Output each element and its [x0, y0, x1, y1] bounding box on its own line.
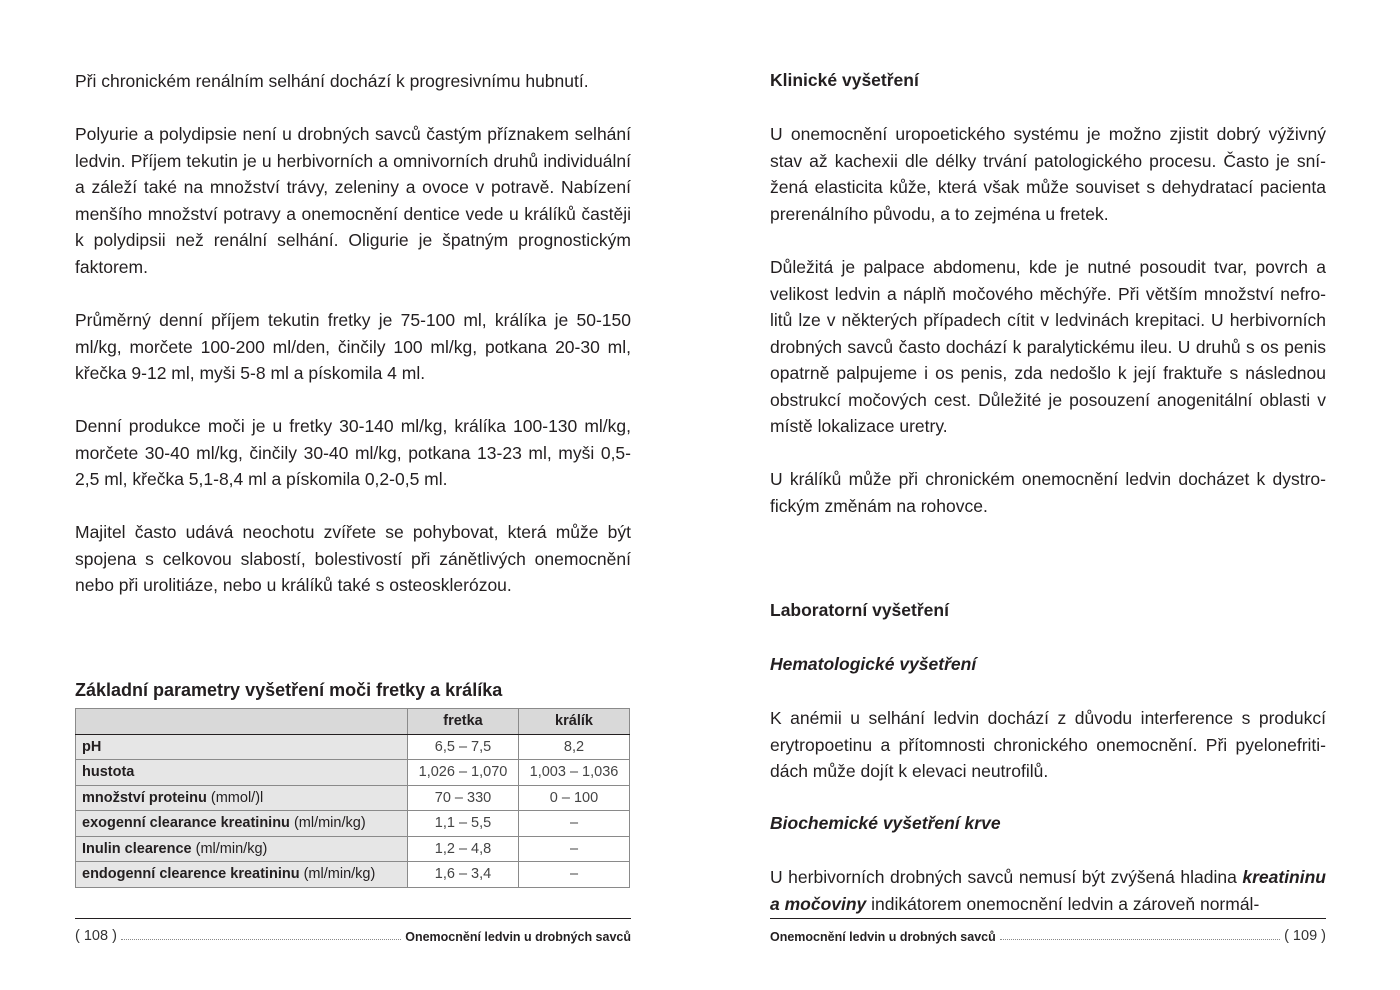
param-cell — [76, 785, 408, 811]
page-number: ( 109 ) — [1284, 928, 1326, 944]
heading-lab-exam: Laboratorní vyšetření — [770, 600, 949, 620]
paragraph-nutrition-state: U onemocnění uropoetického systému je možno zjistit dobrý výživný stav až kachexii dle délky trvání patologického procesu. Často je snížená elasticita kůže, která však může souviset s dehydratací pacienta prerenálního původu, a to zejména u fretek. — [770, 124, 1326, 224]
param-name: exogenní clearance kreatininu — [82, 815, 290, 832]
header-corner — [76, 709, 408, 735]
param-unit: (mmol/)l — [206, 789, 264, 806]
paragraph-fluid-intake: Průměrný denní příjem tekutin fretky je 75-100 ml, králíka je 50-150 ml/kg, morčete 100-200 ml/den, činčily 100 ml/kg, potkana 20-30 ml, křečka 9-12 ml, myši 5-8 ml a pískomila 4 ml. — [75, 310, 631, 383]
value-kralik: – — [519, 862, 630, 888]
param-unit: (ml/min/kg) — [299, 866, 376, 883]
param-cell — [76, 862, 408, 888]
value-kralik: – — [519, 811, 630, 837]
value-kralik: – — [519, 836, 630, 862]
table-row — [76, 862, 630, 888]
table-title: Základní parametry vyšetření moči fretky a králíka — [75, 680, 503, 700]
paragraph-palpation: Důležitá je palpace abdomenu, kde je nutné posoudit tvar, povrch a velikost ledvin a náplň močového měchýře. Při větším množství nefrolitů lze v některých případech cítit v ledvinách krepitaci. U herbivorních drobných savců často dochází k paralytickému ileu. U druhů s os penis opatrně palpujeme i os penis, zda nedošlo k její fraktuře s následnou obstrukcí močových cest. Důležité je posouzení anogenitální oblasti v místě lokalizace uretry. — [770, 257, 1326, 436]
paragraph-creatinine — [770, 864, 1326, 917]
emphasis-creatinine-urea: kreatininu a močoviny — [770, 867, 1326, 914]
left-page — [75, 0, 631, 990]
header-fretka: fretka — [408, 709, 519, 735]
footer-dotted-leader — [1000, 938, 1280, 940]
table-header-row — [76, 709, 630, 735]
param-cell — [76, 811, 408, 837]
param-cell — [76, 836, 408, 862]
table-row — [76, 734, 630, 760]
value-kralik: 8,2 — [519, 734, 630, 760]
value-fretka: 70 – 330 — [408, 785, 519, 811]
footer-rule — [770, 918, 1326, 919]
footer-right — [770, 928, 1326, 944]
right-page — [770, 0, 1326, 990]
table-row — [76, 785, 630, 811]
header-kralik: králík — [519, 709, 630, 735]
paragraph-owner-report: Majitel často udává neochotu zvířete se pohybovat, která může být spojena s celkovou slabostí, bolestivostí při zánětlivých onemocnění nebo při urolitiáze, nebo u králíků také s osteosklerózou. — [75, 522, 631, 595]
running-title: Onemocnění ledvin u drobných savců — [770, 930, 996, 944]
value-fretka: 1,1 – 5,5 — [408, 811, 519, 837]
param-name: pH — [82, 738, 102, 755]
heading-hematology: Hematologické vyšetření — [770, 654, 977, 674]
table-row — [76, 836, 630, 862]
value-fretka: 1,2 – 4,8 — [408, 836, 519, 862]
param-unit: (ml/min/kg) — [191, 840, 268, 857]
paragraph-cornea: U králíků může při chronickém onemocnění ledvin docházet k dystrofickým změnám na rohovce. — [770, 469, 1326, 516]
paragraph-anemia: K anémii u selhání ledvin dochází z důvodu interference s produkcí erytropoetinu a přítomnosti chronického onemocnění. Při pyelonefritidách může dojít k elevaci neutrofilů. — [770, 708, 1326, 781]
heading-biochemistry: Biochemické vyšetření krve — [770, 813, 1001, 833]
param-cell — [76, 734, 408, 760]
param-name: endogenní clearence kreatininu — [82, 866, 300, 883]
urine-parameters-table — [75, 708, 630, 888]
page-number: ( 108 ) — [75, 928, 117, 944]
param-name: Inulin clearence — [82, 840, 192, 857]
value-kralik: 1,003 – 1,036 — [519, 760, 630, 786]
heading-clinical-exam: Klinické vyšetření — [770, 70, 919, 90]
param-name: hustota — [82, 764, 135, 781]
paragraph-weight-loss: Při chronickém renálním selhání dochází k progresivnímu hubnutí. — [75, 71, 589, 91]
table-row — [76, 760, 630, 786]
value-kralik: 0 – 100 — [519, 785, 630, 811]
param-unit: (ml/min/kg) — [289, 815, 366, 832]
running-title: Onemocnění ledvin u drobných savců — [405, 930, 631, 944]
text-segment: U herbivorních drobných savců nemusí být zvýšená hladina — [770, 867, 1243, 887]
footer-dotted-leader — [121, 938, 401, 940]
paragraph-urine-production: Denní produkce moči je u fretky 30-140 ml/kg, králíka 100-130 ml/kg, morčete 30-40 ml/kg, činčily 30-40 ml/kg, potkana 13-23 ml, myši 0,5-2,5 ml, křečka 5,1-8,4 ml a pískomila 0,2-0,5 ml. — [75, 416, 631, 489]
param-cell — [76, 760, 408, 786]
footer-rule — [75, 918, 631, 919]
value-fretka: 6,5 – 7,5 — [408, 734, 519, 760]
value-fretka: 1,026 – 1,070 — [408, 760, 519, 786]
param-name: množství proteinu — [82, 789, 207, 806]
value-fretka: 1,6 – 3,4 — [408, 862, 519, 888]
paragraph-polyuria: Polyurie a polydipsie není u drobných savců častým příznakem selhání ledvin. Příjem tekutin je u herbivorních a omnivorních druhů individuální a záleží také na množství trávy, zeleniny a ovoce v potravě. Nabízení menšího množství potravy a onemocnění dentice vede u králíků častěji k polydipsii než renální selhání. Oligurie je špatným prognostickým faktorem. — [75, 124, 631, 277]
table-row — [76, 811, 630, 837]
text-segment: indikátorem onemocnění ledvin a zároveň normál- — [866, 893, 1260, 914]
footer-left — [75, 928, 631, 944]
